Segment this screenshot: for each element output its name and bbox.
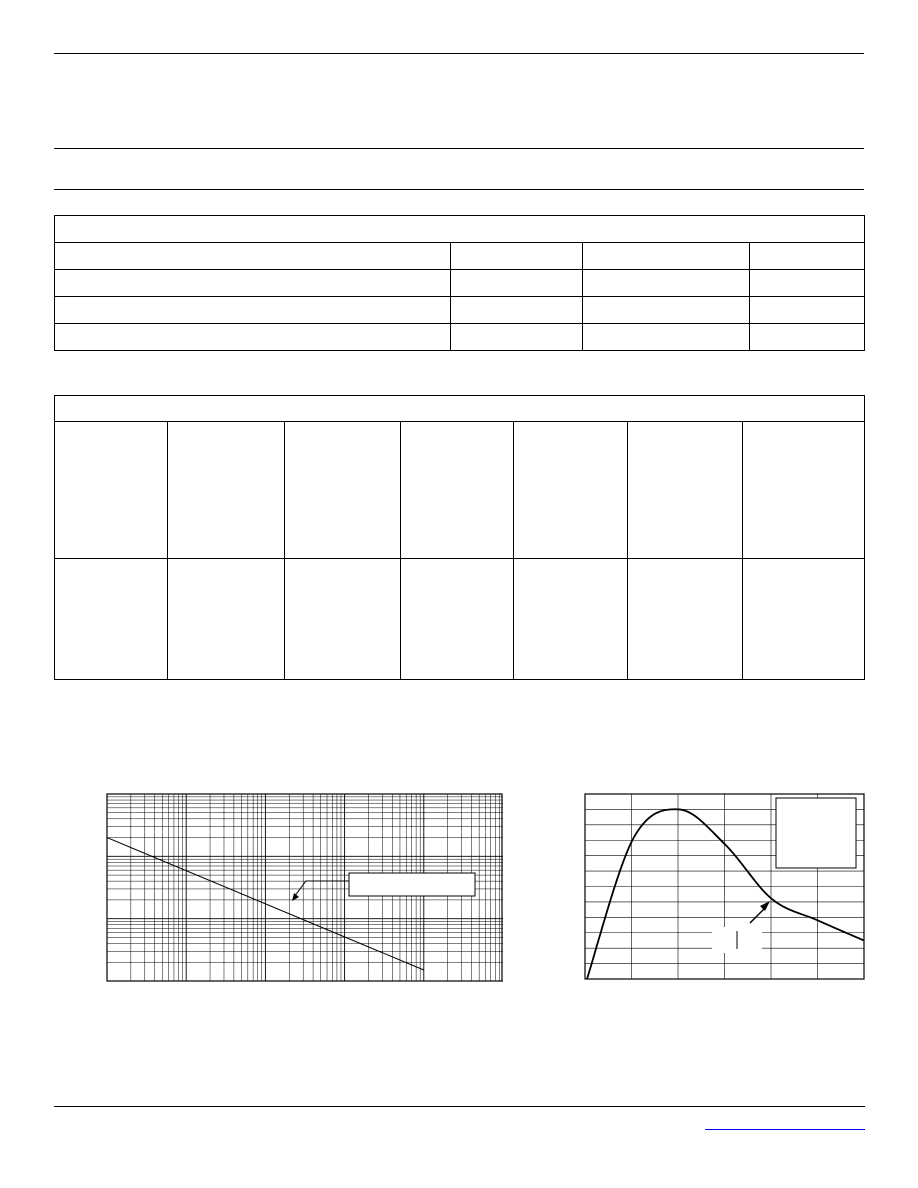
- table-cell: [55, 243, 451, 270]
- table-cell: [401, 422, 514, 559]
- legend-box: [776, 798, 856, 868]
- table-cell: [168, 559, 285, 680]
- ratings-table: [54, 215, 865, 351]
- pulse-chart: [584, 793, 866, 981]
- table-cell: [514, 422, 628, 559]
- table-cell: [743, 559, 865, 680]
- table-cell: [451, 243, 583, 270]
- log-log-chart: [106, 793, 504, 983]
- table-cell: [55, 559, 168, 680]
- table-cell: [514, 559, 628, 680]
- table-cell: [55, 324, 451, 351]
- annotation-box: [349, 873, 475, 896]
- table-cell: [285, 559, 401, 680]
- annotation-arrowhead: [760, 901, 770, 911]
- table-cell: [628, 422, 743, 559]
- table-cell: [628, 559, 743, 680]
- table-cell: [583, 270, 750, 297]
- characteristics-table-title: [55, 396, 865, 422]
- table-cell: [750, 243, 865, 270]
- table-cell: [750, 324, 865, 351]
- footer-link-underline: [705, 1129, 865, 1130]
- footer-rule: [54, 1106, 865, 1107]
- table-cell: [583, 243, 750, 270]
- header-rule-top: [54, 53, 864, 54]
- table-cell: [285, 422, 401, 559]
- table-cell: [401, 559, 514, 680]
- table-cell: [743, 422, 865, 559]
- table-cell: [451, 297, 583, 324]
- table-cell: [583, 324, 750, 351]
- characteristics-table: [54, 395, 865, 680]
- table-cell: [55, 422, 168, 559]
- section-rule-2: [54, 189, 864, 190]
- table-cell: [168, 422, 285, 559]
- table-cell: [750, 297, 865, 324]
- table-cell: [55, 297, 451, 324]
- table-cell: [583, 297, 750, 324]
- ratings-table-title: [55, 216, 865, 243]
- table-cell: [451, 270, 583, 297]
- section-rule-1: [54, 148, 864, 149]
- table-cell: [750, 270, 865, 297]
- table-cell: [55, 270, 451, 297]
- table-cell: [451, 324, 583, 351]
